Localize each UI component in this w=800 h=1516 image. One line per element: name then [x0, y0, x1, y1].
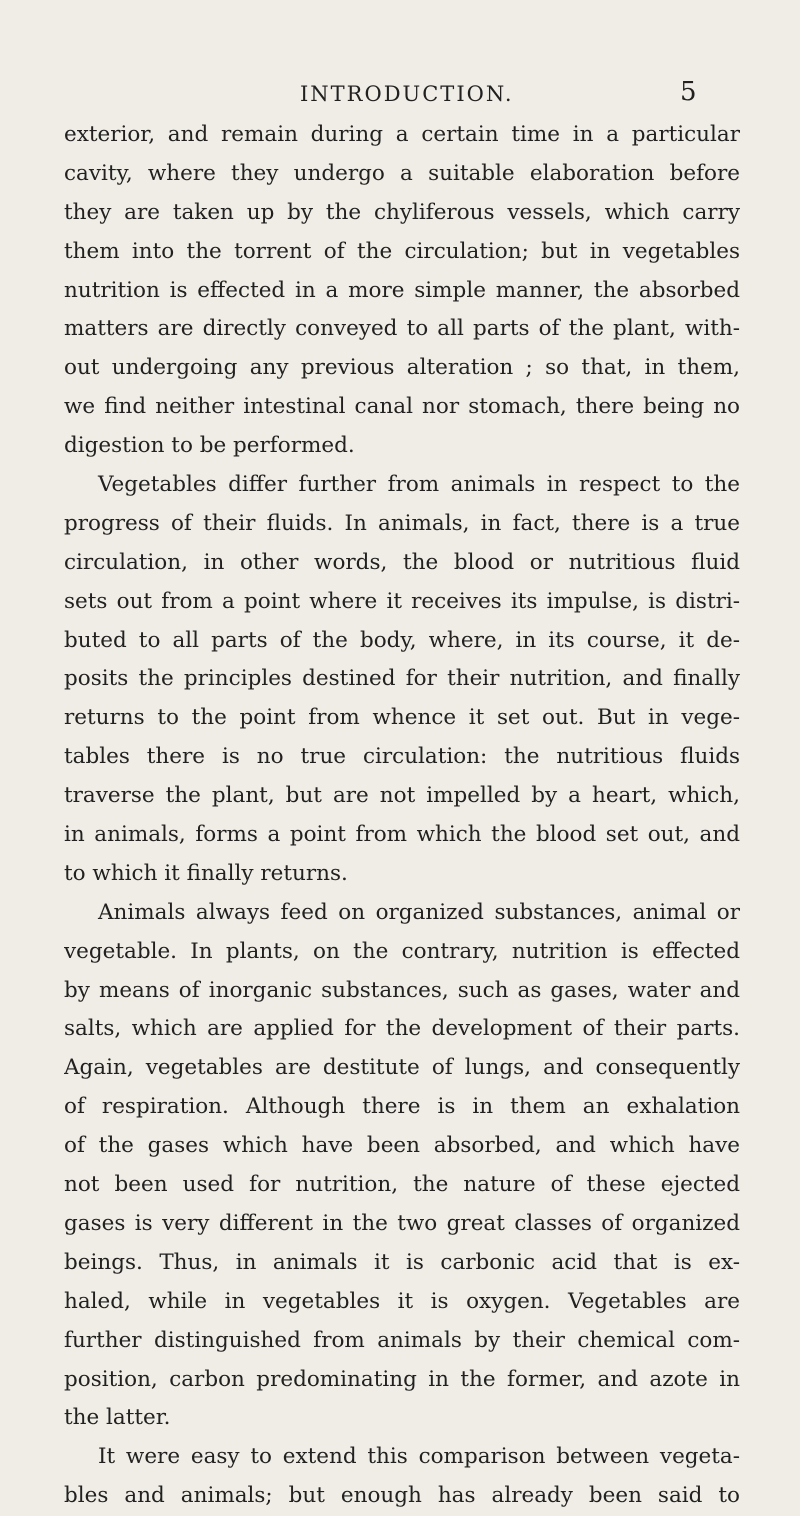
body-text: [64, 116, 740, 1516]
text-line: circulation, in other words, the blood or nutritious fluid: [64, 549, 740, 575]
text-line: sets out from a point where it receives its impulse, is distri-: [64, 588, 740, 614]
text-line: exterior, and remain during a certain time in a particular: [64, 122, 740, 147]
text-line: posits the principles destined for their nutrition, and finally: [64, 666, 740, 692]
text-line: the latter.: [64, 1405, 171, 1431]
text-line: out undergoing any previous alteration ; so that, in them,: [64, 355, 740, 381]
text-line: we find neither intestinal canal nor stomach, there being no: [64, 394, 740, 420]
text-line: haled, while in vegetables it is oxygen. Vegetables are: [64, 1288, 740, 1314]
text-line: vegetable. In plants, on the contrary, nutrition is effected: [64, 938, 740, 964]
text-line: returns to the point from whence it set out. But in vege-: [64, 705, 740, 731]
page-number: 5: [680, 77, 697, 107]
text-line: cavity, where they undergo a suitable elaboration before: [64, 160, 740, 186]
text-line: by means of inorganic substances, such as gases, water and: [64, 977, 740, 1003]
text-line: in animals, forms a point from which the blood set out, and: [64, 822, 740, 848]
text-line: position, carbon predominating in the former, and azote in: [64, 1366, 740, 1392]
text-line: matters are directly conveyed to all parts of the plant, with-: [64, 316, 740, 342]
text-line: them into the torrent of the circulation; but in vegetables: [64, 238, 740, 264]
text-line: buted to all parts of the body, where, in its course, it de-: [64, 627, 740, 653]
text-line: bles and animals; but enough has already been said to: [64, 1483, 740, 1509]
text-line: traverse the plant, but are not impelled by a heart, which,: [64, 783, 740, 809]
text-line: progress of their fluids. In animals, in fact, there is a true: [64, 510, 740, 536]
text-line: salts, which are applied for the development of their parts.: [64, 1016, 740, 1042]
text-line: Vegetables differ further from animals in respect to the: [98, 472, 740, 498]
text-line: digestion to be performed.: [64, 433, 355, 459]
text-line: not been used for nutrition, the nature of these ejected: [64, 1172, 740, 1198]
running-title: INTRODUCTION.: [300, 82, 514, 106]
text-line: Animals always feed on organized substances, animal or: [98, 899, 740, 925]
text-line: of respiration. Although there is in them an exhalation: [64, 1094, 740, 1120]
text-line: nutrition is effected in a more simple manner, the absorbed: [64, 277, 740, 303]
text-line: It were easy to extend this comparison between vegeta-: [98, 1444, 740, 1470]
text-line: to which it finally returns.: [64, 860, 348, 886]
text-line: of the gases which have been absorbed, and which have: [64, 1133, 740, 1159]
text-line: tables there is no true circulation: the nutritious fluids: [64, 744, 740, 770]
text-line: Again, vegetables are destitute of lungs, and consequently: [64, 1055, 740, 1081]
text-line: beings. Thus, in animals it is carbonic acid that is ex-: [64, 1249, 740, 1275]
text-line: they are taken up by the chyliferous vessels, which carry: [64, 199, 740, 225]
text-line: further distinguished from animals by their chemical com-: [64, 1327, 740, 1353]
text-line: gases is very different in the two great classes of organized: [64, 1210, 740, 1236]
